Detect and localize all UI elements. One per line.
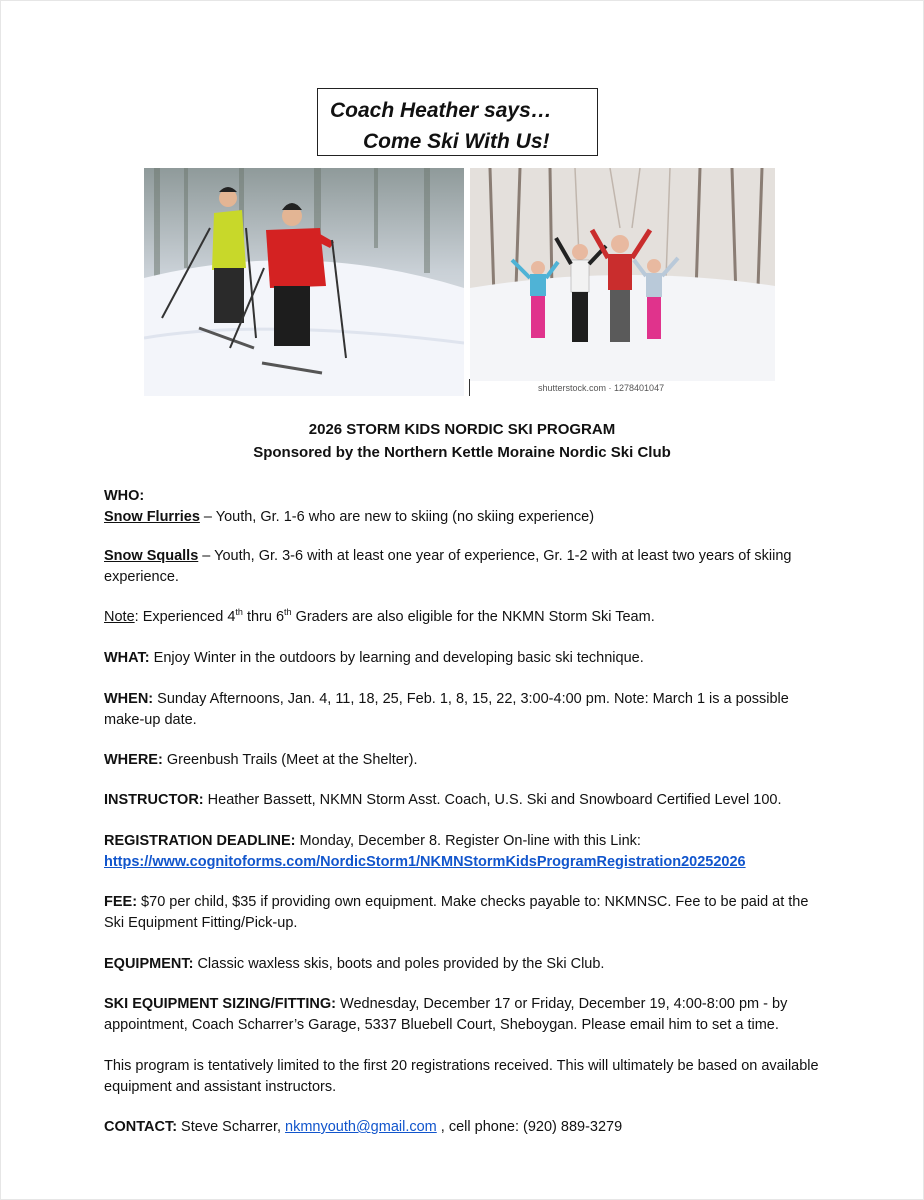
where-paragraph: [104, 750, 824, 771]
who-section: [104, 486, 824, 527]
what-label: WHAT:: [104, 650, 150, 666]
callout-line-2: Come Ski With Us!: [363, 130, 550, 153]
note-paragraph: [104, 607, 824, 628]
note-text-c: Graders are also eligible for the NKMN Storm Ski Team.: [291, 609, 655, 625]
equipment-label: EQUIPMENT:: [104, 956, 194, 972]
program-subtitle: Sponsored by the Northern Kettle Moraine Nordic Ski Club: [253, 444, 671, 461]
photo-credit: shutterstock.com · 1278401047: [538, 383, 665, 393]
when-label: WHEN:: [104, 691, 154, 707]
contact-paragraph: [104, 1117, 824, 1138]
limit-paragraph: This program is tentatively limited to the first 20 registrations received. This will ultimately be based on available equipment and assistant instructors.: [104, 1058, 819, 1095]
registration-text: Monday, December 8. Register On-line with this Link:: [295, 833, 641, 849]
snow-squalls-text: – Youth, Gr. 3-6 with at least one year of experience, Gr. 1-2 with at least two years of skiing experience.: [104, 548, 792, 585]
instructor-label: INSTRUCTOR:: [104, 792, 204, 808]
when-paragraph: [104, 689, 824, 730]
snow-squalls-name: Snow Squalls: [104, 548, 199, 564]
fitting-paragraph: [104, 994, 824, 1035]
contact-email-link[interactable]: nkmnyouth@gmail.com: [285, 1119, 437, 1135]
fee-paragraph: [104, 892, 824, 933]
equipment-text: Classic waxless skis, boots and poles provided by the Ski Club.: [193, 956, 605, 972]
registration-paragraph: [104, 831, 824, 872]
snow-squalls-paragraph: [104, 546, 824, 587]
program-title: 2026 STORM KIDS NORDIC SKI PROGRAM: [308, 421, 616, 438]
contact-label: CONTACT:: [104, 1119, 178, 1135]
fee-label: FEE:: [104, 894, 138, 910]
callout-line-1: Coach Heather says…: [330, 99, 552, 122]
photo-divider: [469, 379, 470, 396]
registration-link[interactable]: https://www.cognitoforms.com/NordicStorm1/NKMNStormKidsProgramRegistration20252026: [104, 853, 746, 870]
note-text-b: thru 6: [242, 609, 285, 625]
fee-text: $70 per child, $35 if providing own equipment. Make checks payable to: NKMNSC. Fee to be paid at the Ski Equipment Fitting/Pick-up.: [104, 894, 809, 931]
contact-phone: , cell phone: (920) 889-3279: [436, 1119, 623, 1135]
what-paragraph: [104, 648, 824, 669]
where-text: Greenbush Trails (Meet at the Shelter).: [162, 752, 418, 768]
fitting-text: Wednesday, December 17 or Friday, December 19, 4:00-8:00 pm - by appointment, Coach Scharrer’s Garage, 5337 Bluebell Court, Sheboygan. Please email him to set a time.: [104, 996, 788, 1033]
contact-name: Steve Scharrer,: [177, 1119, 286, 1135]
coach-callout-box: [317, 88, 598, 156]
registration-label: REGISTRATION DEADLINE:: [104, 833, 296, 849]
snow-flurries-name: Snow Flurries: [104, 508, 200, 525]
family-skiing-photo: [470, 168, 775, 381]
fitting-label: SKI EQUIPMENT SIZING/FITTING:: [104, 996, 336, 1012]
instructor-text: Heather Bassett, NKMN Storm Asst. Coach, U.S. Ski and Snowboard Certified Level 100.: [203, 792, 782, 808]
equipment-paragraph: [104, 954, 824, 975]
instructor-paragraph: [104, 790, 824, 811]
note-text-a: : Experienced 4: [134, 609, 236, 625]
note-superscript-b: th: [284, 607, 292, 618]
where-label: WHERE:: [104, 752, 163, 768]
note-label: Note: [104, 609, 135, 625]
kids-skiing-photo: [144, 168, 464, 396]
what-text: Enjoy Winter in the outdoors by learning and developing basic ski technique.: [149, 650, 644, 666]
who-label: WHO:: [104, 488, 145, 504]
snow-flurries-text: – Youth, Gr. 1-6 who are new to skiing (no skiing experience): [199, 508, 595, 525]
when-text: Sunday Afternoons, Jan. 4, 11, 18, 25, Feb. 1, 8, 15, 22, 3:00-4:00 pm. Note: March 1 is a possible make-up date.: [104, 691, 789, 728]
note-superscript-a: th: [235, 607, 243, 618]
